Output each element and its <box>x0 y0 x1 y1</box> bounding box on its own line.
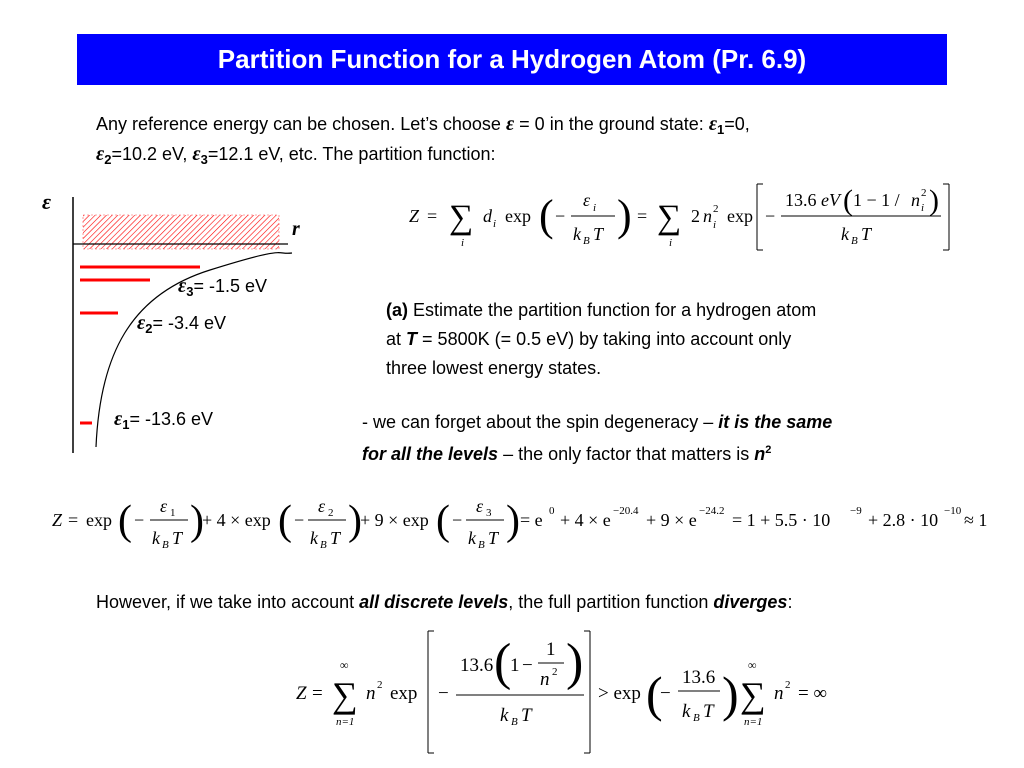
eps-symbol: ε <box>114 408 123 430</box>
diverge-line <box>96 588 792 616</box>
eq1-n2-sq: 2 <box>921 187 927 199</box>
eq1-B-2: B <box>851 235 858 247</box>
eq3-n: n <box>366 683 376 704</box>
diverge-a: However, if we take into account <box>96 592 355 612</box>
eq2-minus-1: − <box>134 510 145 530</box>
intro-text-d: =10.2 eV, <box>111 144 188 164</box>
diverge-d: diverges <box>713 592 788 612</box>
sub-3: 3 <box>186 284 194 299</box>
eq3-B: B <box>511 716 518 728</box>
eq2-expB: −24.2 <box>699 505 725 517</box>
eq3-sum2-bottom: n=1 <box>744 716 763 728</box>
eq3-minus-2: − <box>522 655 533 676</box>
eq1-equals: = <box>427 206 438 226</box>
level-1-label <box>114 405 213 439</box>
eps-symbol: ε <box>505 113 515 135</box>
eq2-minus-2: − <box>294 510 305 530</box>
eq3-T: T <box>521 705 532 726</box>
part-a <box>386 296 816 383</box>
eq2-exp-1: exp <box>86 510 112 530</box>
eq2-paren-3l: ( <box>436 498 450 544</box>
eq1-two: 2 <box>691 206 700 226</box>
intro-text-c: =0, <box>724 114 750 134</box>
eq2-rhs-b: + 4 × e <box>560 510 611 530</box>
eq2-eps2-sub: 2 <box>328 507 334 519</box>
eq3-n-sq: 2 <box>377 679 383 691</box>
diverge-c: , the full partition function <box>508 592 709 612</box>
eq2-paren-2r: ) <box>348 498 362 544</box>
part-a-line-3: three lowest energy states. <box>386 358 602 378</box>
eq2-T2: T <box>330 528 341 548</box>
title-bar <box>77 34 947 85</box>
intro-text-b: = 0 in the ground state: <box>519 114 704 134</box>
eq3-result: = ∞ <box>798 683 828 704</box>
sum-symbol-2: ∑ <box>657 199 682 236</box>
eq3-eq: = <box>312 683 323 704</box>
eq2-rhs-f: ≈ 1 <box>964 510 988 530</box>
eq3-n3-sq: 2 <box>785 679 791 691</box>
level-2-value: = -3.4 eV <box>152 313 226 333</box>
note-line-1a: - we can forget about the spin degeneracy – <box>362 412 714 432</box>
axis-r-label: r <box>292 218 300 240</box>
eq3-13-6: 13.6 <box>460 655 494 676</box>
eq3-sum: ∑ <box>332 675 358 715</box>
eq3-gt-exp: > exp <box>598 683 641 704</box>
note-line-1b: it is the same <box>718 412 833 432</box>
eq3-sum2-top: ∞ <box>748 658 757 672</box>
eq2-rhs-d: = 1 + 5.5 · 10 <box>732 510 831 530</box>
note-line-2b: – the only factor that matters is <box>503 444 750 464</box>
intro-line-2 <box>96 140 496 174</box>
eq3-sum-top: ∞ <box>340 658 349 672</box>
eq1-minus: − <box>555 206 566 226</box>
eq2-rhs-a: = e <box>520 510 543 530</box>
eq2-k2: k <box>310 528 318 548</box>
sub-3: 3 <box>200 152 208 167</box>
eq3-n-3: n <box>774 683 784 704</box>
slide-title: Partition Function for a Hydrogen Atom (Pr. 6.9) <box>217 44 807 74</box>
eq2-eps1-sub: 1 <box>170 507 176 519</box>
eps-symbol: ε <box>708 113 718 135</box>
eq3-paren-2l: ( <box>646 666 663 722</box>
eq2-B2: B <box>320 539 327 551</box>
eq1-T-2: T <box>861 224 872 244</box>
eq3-sum-2: ∑ <box>740 675 766 715</box>
eq1-exp: exp <box>505 206 531 226</box>
paren-left: ( <box>539 191 554 240</box>
eq1-Z: Z <box>409 206 420 226</box>
eq2-expA: −20.4 <box>613 505 639 517</box>
sub-2: 2 <box>104 152 112 167</box>
eq1-eV: eV <box>821 190 840 210</box>
level-3-value: = -1.5 eV <box>193 276 267 296</box>
note-n: n <box>754 444 766 464</box>
eq2-expC: −9 <box>850 505 862 517</box>
note-line-2a: for all the levels <box>362 444 499 464</box>
eq3-Z: Z <box>296 683 307 704</box>
eq1-T: T <box>593 224 604 244</box>
eq2-paren-3r: ) <box>506 498 520 544</box>
eq2-rhs-e: + 2.8 · 10 <box>868 510 939 530</box>
eq1-eps-i: ε <box>583 190 591 210</box>
eq2-term2: + 4 × exp <box>202 510 271 530</box>
eq3-n-2: n <box>540 669 550 690</box>
eq1-n-sq: 2 <box>713 203 719 215</box>
eq1-B: B <box>583 235 590 247</box>
equation-three-levels <box>50 490 1000 554</box>
eps-symbol: ε <box>96 143 105 165</box>
equation-divergence <box>290 625 850 760</box>
eq3-B-2: B <box>693 712 700 724</box>
part-a-line-2a: at <box>386 329 402 349</box>
eq1-one-minus: 1 − 1 / <box>853 190 900 210</box>
eq2-k1: k <box>152 528 160 548</box>
eq1-n-2: n <box>911 190 920 210</box>
intro-line-1 <box>96 110 750 144</box>
part-a-T: T <box>406 329 418 349</box>
eq2-paren-1r: ) <box>190 498 204 544</box>
eq1-n: n <box>703 206 712 226</box>
eq2-k3: k <box>468 528 476 548</box>
eq3-k: k <box>500 705 509 726</box>
eq1-exp-2: exp <box>727 206 753 226</box>
eq2-T1: T <box>172 528 183 548</box>
eq3-13-6-2: 13.6 <box>682 667 716 688</box>
diverge-e: : <box>787 592 793 612</box>
eq3-paren-r: ) <box>566 634 584 691</box>
eq3-paren-2r: ) <box>722 666 739 722</box>
sum-symbol: ∑ <box>449 199 474 236</box>
sub-1: 1 <box>122 417 130 432</box>
eq3-sum-bottom: n=1 <box>336 716 355 728</box>
eq1-n-sub: i <box>713 219 717 231</box>
eq1-minus-2: − <box>765 206 776 226</box>
eq1-d-sub: i <box>493 218 497 230</box>
eq1-k: k <box>573 224 581 244</box>
eq2-eps1: ε <box>160 496 168 516</box>
eq2-rhs-c: + 9 × e <box>646 510 697 530</box>
eq1-d: d <box>483 206 492 226</box>
eq3-T-2: T <box>703 701 714 722</box>
eq3-n2-sq: 2 <box>552 666 558 678</box>
eq3-minus: − <box>438 683 449 704</box>
eq2-T3: T <box>488 528 499 548</box>
diverge-b: all discrete levels <box>359 592 509 612</box>
eq3-k-2: k <box>682 701 691 722</box>
level-1-value: = -13.6 eV <box>129 409 213 429</box>
paren-right: ) <box>617 191 632 240</box>
axis-y-label: ε <box>42 189 52 214</box>
eq2-expD: −10 <box>944 505 962 517</box>
level-3-label <box>178 272 267 306</box>
eq2-eps2: ε <box>318 496 326 516</box>
intro-text-a: Any reference energy can be chosen. Let’s choose <box>96 114 501 134</box>
sub-1: 1 <box>717 122 725 137</box>
eq1-sum-index-2: i <box>669 237 673 249</box>
eq2-eps3-sub: 3 <box>486 507 492 519</box>
eq3-minus-3: − <box>660 683 671 704</box>
eq1-sum-index: i <box>461 237 465 249</box>
eps-symbol: ε <box>137 312 146 334</box>
eq3-one-2: 1 <box>546 639 556 660</box>
eq2-eps3: ε <box>476 496 484 516</box>
part-a-label: (a) <box>386 300 408 320</box>
eq2-paren-2l: ( <box>278 498 292 544</box>
eq2-paren-1l: ( <box>118 498 132 544</box>
intro-text-e: =12.1 eV, etc. The partition function: <box>207 144 496 164</box>
eq2-term3: + 9 × exp <box>360 510 429 530</box>
eps-symbol: ε <box>192 143 201 165</box>
eq2-B1: B <box>162 539 169 551</box>
eq1-equals-2: = <box>637 206 648 226</box>
paren-left-2: ( <box>843 184 853 217</box>
eq2-B3: B <box>478 539 485 551</box>
level-2-label <box>137 309 226 343</box>
eq2-Z: Z <box>52 510 63 530</box>
part-a-line-2b: = 5800K (= 0.5 eV) by taking into account only <box>422 329 792 349</box>
eq3-one: 1 <box>510 655 520 676</box>
equation-partition-function <box>405 178 965 254</box>
eq1-k-2: k <box>841 224 849 244</box>
eq1-13-6: 13.6 <box>785 190 817 210</box>
spin-note <box>362 408 832 468</box>
eq2-exp0: 0 <box>549 505 555 517</box>
note-n-sq: 2 <box>765 444 772 456</box>
eq1-eps-sub: i <box>593 202 597 214</box>
part-a-line-1: Estimate the partition function for a hydrogen atom <box>413 300 817 320</box>
eq2-minus-3: − <box>452 510 463 530</box>
eq3-paren-l: ( <box>494 634 512 691</box>
eq1-n2-sub: i <box>921 202 925 214</box>
sub-2: 2 <box>145 321 153 336</box>
paren-right-2: ) <box>929 184 939 217</box>
eq2-eq: = <box>68 510 79 530</box>
eps-symbol: ε <box>178 275 187 297</box>
eq3-exp: exp <box>390 683 418 704</box>
